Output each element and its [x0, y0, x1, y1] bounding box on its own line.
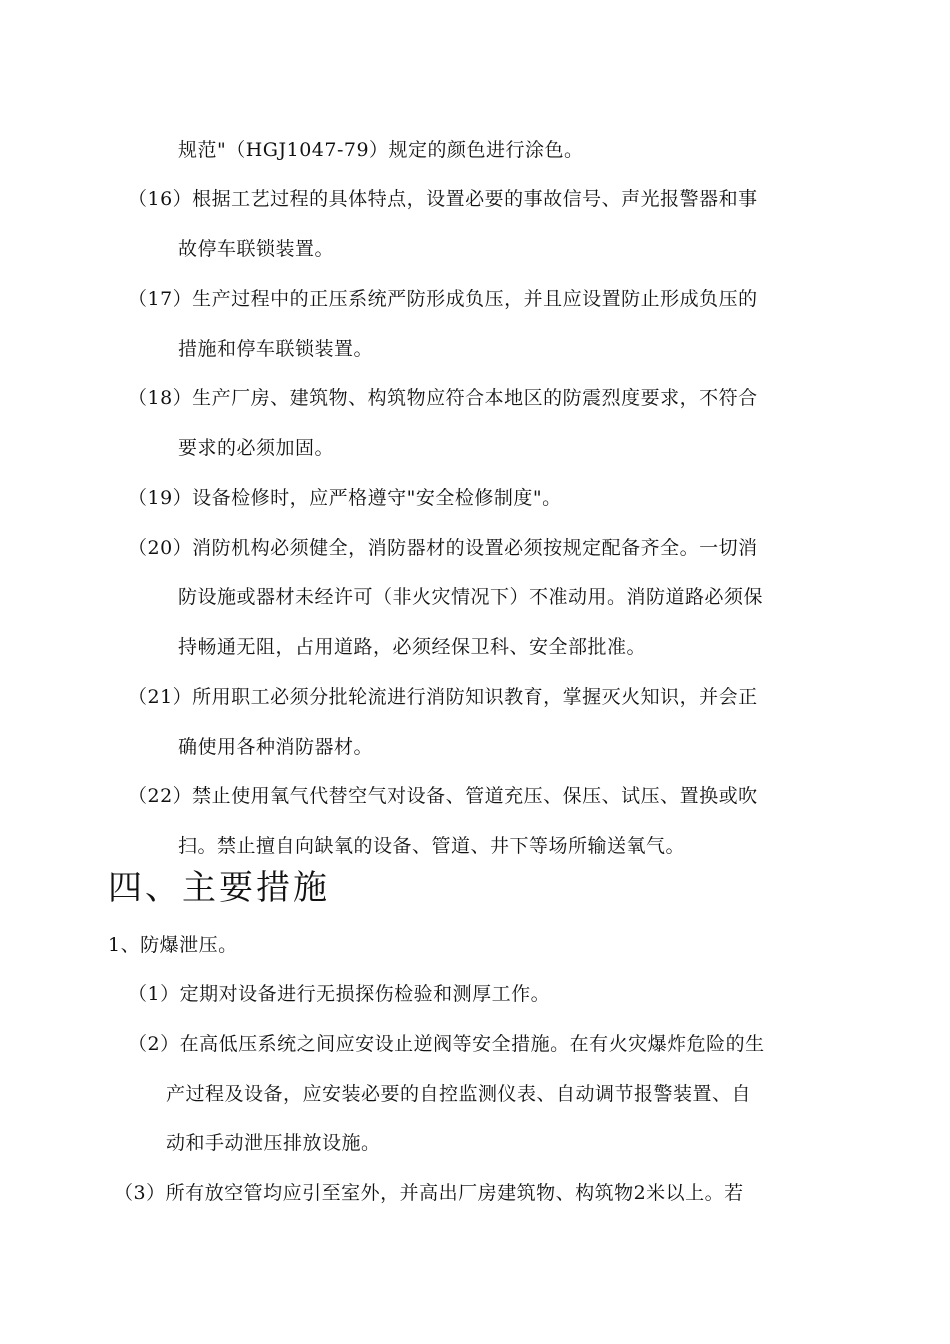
text-line: （17）生产过程中的正压系统严防形成负压，并且应设置防止形成负压的 [128, 288, 758, 310]
text-line: 防设施或器材未经许可（非火灾情况下）不准动用。消防道路必须保 [178, 586, 764, 608]
text-line: 措施和停车联锁装置。 [178, 338, 374, 360]
text-line: （19）设备检修时，应严格遵守"安全检修制度"。 [128, 487, 562, 509]
text-line: 要求的必须加固。 [178, 437, 335, 459]
text-line: （21）所用职工必须分批轮流进行消防知识教育，掌握灭火知识，并会正 [128, 686, 758, 708]
measure-line: 动和手动泄压排放设施。 [166, 1132, 381, 1154]
text-line: （20）消防机构必须健全，消防器材的设置必须按规定配备齐全。一切消 [128, 537, 758, 559]
text-line: （22）禁止使用氧气代替空气对设备、管道充压、保压、试压、置换或吹 [128, 785, 758, 807]
text-line: 故停车联锁装置。 [178, 238, 335, 260]
measure-line: （3）所有放空管均应引至室外，并高出厂房建筑物、构筑物2米以上。若 [114, 1182, 744, 1204]
text-line: 确使用各种消防器材。 [178, 736, 374, 758]
measure-line: 产过程及设备，应安装必要的自控监测仪表、自动调节报警装置、自 [166, 1083, 752, 1105]
measure-line: （2）在高低压系统之间应安设止逆阀等安全措施。在有火灾爆炸危险的生 [128, 1033, 765, 1055]
text-line: （18）生产厂房、建筑物、构筑物应符合本地区的防震烈度要求，不符合 [128, 387, 758, 409]
subsection-title: 1、防爆泄压。 [108, 934, 238, 956]
measure-line: （1）定期对设备进行无损探伤检验和测厚工作。 [128, 983, 551, 1005]
text-line: （16）根据工艺过程的具体特点，设置必要的事故信号、声光报警器和事 [128, 188, 758, 210]
text-line: 规范"（HGJ1047-79）规定的颜色进行涂色。 [178, 139, 584, 161]
section-heading: 四、主要措施 [108, 868, 330, 908]
text-line: 持畅通无阻，占用道路，必须经保卫科、安全部批准。 [178, 636, 647, 658]
text-line: 扫。禁止擅自向缺氧的设备、管道、井下等场所输送氧气。 [178, 835, 686, 857]
